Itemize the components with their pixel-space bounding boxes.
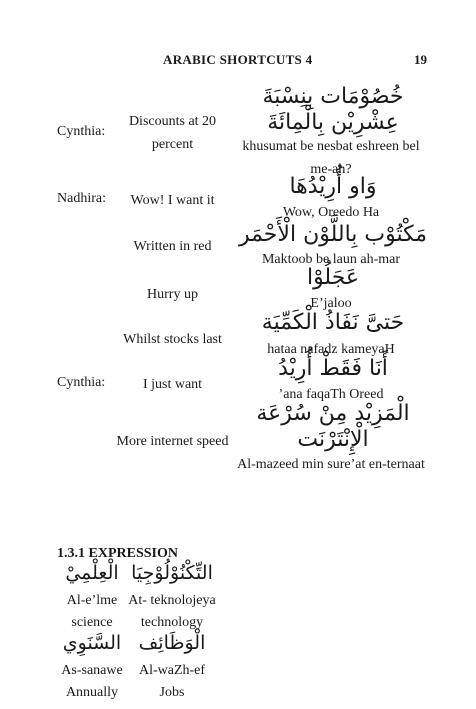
transliteration: khusumat be nesbat eshreen bel me-ah? <box>242 139 420 177</box>
term-english: technology <box>140 615 204 630</box>
arabic-phrase: الْمَزِيْد مِنْ سُرْعَة الْإِنْتَرْنَت <box>256 401 410 452</box>
arabic-term: الْعِلْمِيْ <box>65 562 119 584</box>
transliteration: Maktoob be laun ah-mar <box>261 252 400 267</box>
speaker-label: Cynthia: <box>57 375 106 390</box>
arabic-phrase: خُصُوْمَات بِنِسْبَةَ عِشْرِيْن بِالْمِائَةَ <box>262 84 404 135</box>
arabic-term: الْوَظَائِف <box>138 632 206 654</box>
arabic-term: التِّكْنُوْلُوْجِيَا <box>131 562 213 584</box>
transliteration: E’jaloo <box>310 296 352 311</box>
english-phrase: Written in red <box>133 239 212 254</box>
term-transliteration: Al-waZh-ef <box>138 663 206 678</box>
speaker-label: Cynthia: <box>57 124 106 139</box>
term-english: Annually <box>65 685 119 700</box>
transliteration: ’ana faqaTh Oreed <box>278 387 384 402</box>
term-transliteration: Al-e’lme <box>66 593 118 608</box>
section-heading: 1.3.1 EXPRESSION <box>57 546 178 561</box>
term-transliteration: At- teknolojeya <box>128 593 216 608</box>
arabic-phrase: عَجَلُوْا <box>306 265 360 290</box>
running-title: ARABIC SHORTCUTS 4 <box>163 52 313 67</box>
english-phrase: I just want <box>142 377 203 392</box>
term-english: Jobs <box>159 685 185 700</box>
english-phrase: Hurry up <box>147 287 198 302</box>
speaker-label: Nadhira: <box>57 191 106 206</box>
term-transliteration: As-sanawe <box>61 663 123 678</box>
transliteration: Wow, Oreedo Ha <box>282 205 380 220</box>
english-phrase: More internet speed <box>116 434 229 449</box>
transliteration: hataa nafadz kameyaH <box>267 342 395 357</box>
english-phrase: Wow! I want it <box>130 193 215 208</box>
arabic-term: السَّنَوِي <box>62 632 122 654</box>
english-phrase: Whilst stocks last <box>123 332 222 347</box>
arabic-phrase: أَنَا فَقَطْ أُرِيْدُ <box>278 356 388 381</box>
english-phrase: Discounts at 20 percent <box>128 114 217 152</box>
transliteration: Al-mazeed min sure’at en-ternaat <box>237 457 425 472</box>
arabic-phrase: وَاو أُرِيْدُهَا <box>289 174 377 199</box>
page-number: 19 <box>414 52 427 67</box>
term-english: science <box>71 615 113 630</box>
arabic-phrase: مَكْتُوْب بِاللَّوْن الْأَحْمَر <box>238 222 428 247</box>
arabic-phrase: حَتىَّ نَفَاذُ الْكَمِّيَة <box>261 310 405 335</box>
